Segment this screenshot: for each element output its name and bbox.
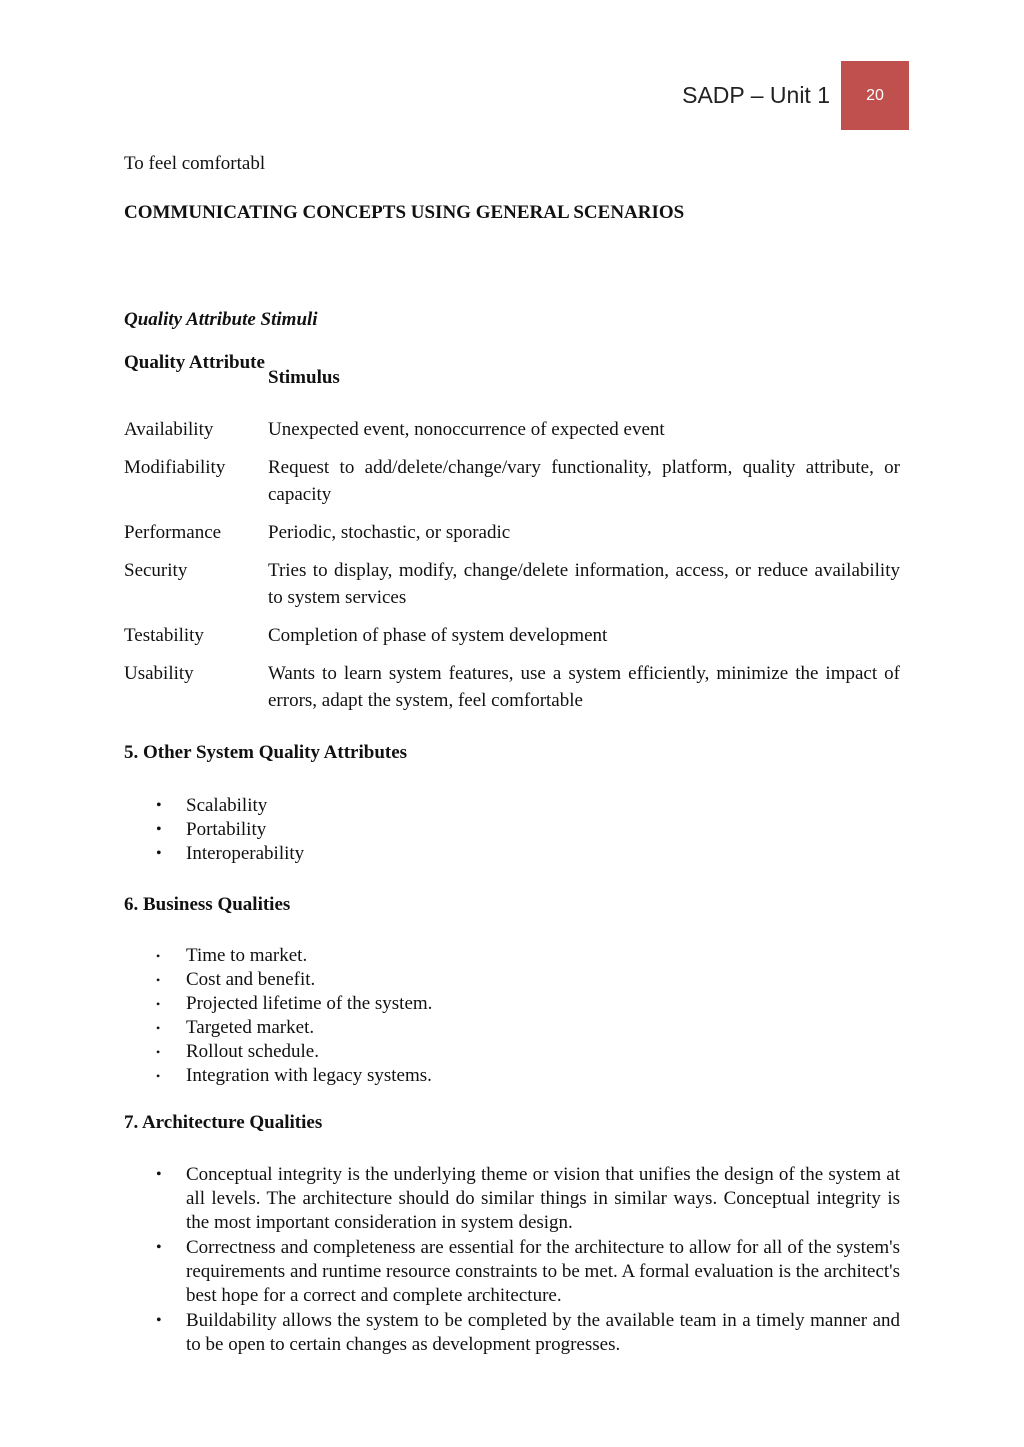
section5-list <box>124 794 900 866</box>
table-row <box>124 416 900 443</box>
list-item-text: Time to market. <box>186 945 308 966</box>
list-item-text: Rollout schedule. <box>186 1041 319 1062</box>
list-item <box>124 794 900 818</box>
list-item <box>124 1309 900 1357</box>
section-heading: COMMUNICATING CONCEPTS USING GENERAL SCENARIOS <box>124 202 685 223</box>
table-row <box>124 622 900 649</box>
list-item-text: Conceptual integrity is the underlying theme or vision that unifies the design of the system at all levels. The architecture should do similar things in similar ways. Conceptual integrity is the most important consideration in system design. <box>186 1164 900 1233</box>
section6-list <box>124 944 900 1088</box>
stimulus-cell: Wants to learn system features, use a system efficiently, minimize the impact of errors, adapt the system, feel comfortable <box>268 663 900 711</box>
list-item-text: Projected lifetime of the system. <box>186 993 433 1014</box>
attribute-cell: Security <box>124 560 188 581</box>
table-header-row <box>124 349 900 406</box>
list-item-text: Cost and benefit. <box>186 969 316 990</box>
section6-title: 6. Business Qualities <box>124 894 291 915</box>
stimulus-cell: Completion of phase of system development <box>268 625 608 646</box>
intro-text: To feel comfortabl <box>124 153 266 174</box>
bullet-icon: • <box>156 1166 162 1183</box>
header-title: SADP – Unit 1 <box>682 82 830 108</box>
table-row <box>124 557 900 611</box>
section7-list <box>124 1163 900 1357</box>
list-item-text: Portability <box>186 819 267 840</box>
column-header-attribute: Quality Attribute <box>124 352 265 373</box>
column-header-stimulus <box>268 349 900 406</box>
attribute-cell: Availability <box>124 419 214 440</box>
list-item <box>124 1163 900 1235</box>
list-item-text: Correctness and completeness are essential for the architecture to allow for all of the system's requirements and runtime resource constraints to be met. A formal evaluation is the architect's best hope for a correct and complete architecture. <box>186 1237 900 1306</box>
bullet-icon: • <box>156 1021 161 1035</box>
bullet-icon: • <box>156 973 161 987</box>
list-item <box>124 842 900 866</box>
list-item <box>124 1016 900 1040</box>
stimulus-cell: Unexpected event, nonoccurrence of expected event <box>268 419 665 440</box>
bullet-icon: • <box>156 845 162 862</box>
stimulus-cell: Request to add/delete/change/vary functionality, platform, quality attribute, or capacity <box>268 457 900 505</box>
bullet-icon: • <box>156 1045 161 1059</box>
column-header-stimulus-label: Stimulus <box>268 367 340 388</box>
attribute-cell: Performance <box>124 522 222 543</box>
attribute-cell: Modifiability <box>124 457 226 478</box>
attribute-cell: Testability <box>124 625 204 646</box>
bullet-icon: • <box>156 1239 162 1256</box>
list-item-text: Interoperability <box>186 843 305 864</box>
list-item-text: Integration with legacy systems. <box>186 1065 432 1086</box>
list-item <box>124 818 900 842</box>
list-item <box>124 944 900 968</box>
list-item <box>124 1236 900 1308</box>
bullet-icon: • <box>156 949 161 963</box>
list-item <box>124 1064 900 1088</box>
bullet-icon: • <box>156 1312 162 1329</box>
stimulus-cell: Tries to display, modify, change/delete information, access, or reduce availability to system services <box>268 560 900 608</box>
stimulus-cell: Periodic, stochastic, or sporadic <box>268 522 511 543</box>
list-item-text: Buildability allows the system to be completed by the available team in a timely manner and to be open to certain changes as development progresses. <box>186 1310 900 1355</box>
table-caption: Quality Attribute Stimuli <box>124 309 318 330</box>
section7-title: 7. Architecture Qualities <box>124 1112 323 1133</box>
bullet-icon: • <box>156 797 162 814</box>
table-row <box>124 454 900 508</box>
page-number-badge: 20 <box>841 61 909 130</box>
section5-title: 5. Other System Quality Attributes <box>124 742 408 763</box>
quality-attribute-table <box>124 349 900 725</box>
list-item <box>124 968 900 992</box>
list-item-text: Scalability <box>186 795 268 816</box>
list-item-text: Targeted market. <box>186 1017 315 1038</box>
bullet-icon: • <box>156 821 162 838</box>
bullet-icon: • <box>156 1069 161 1083</box>
list-item <box>124 992 900 1016</box>
attribute-cell: Usability <box>124 663 194 684</box>
table-row <box>124 519 900 546</box>
table-row <box>124 660 900 714</box>
bullet-icon: • <box>156 997 161 1011</box>
list-item <box>124 1040 900 1064</box>
